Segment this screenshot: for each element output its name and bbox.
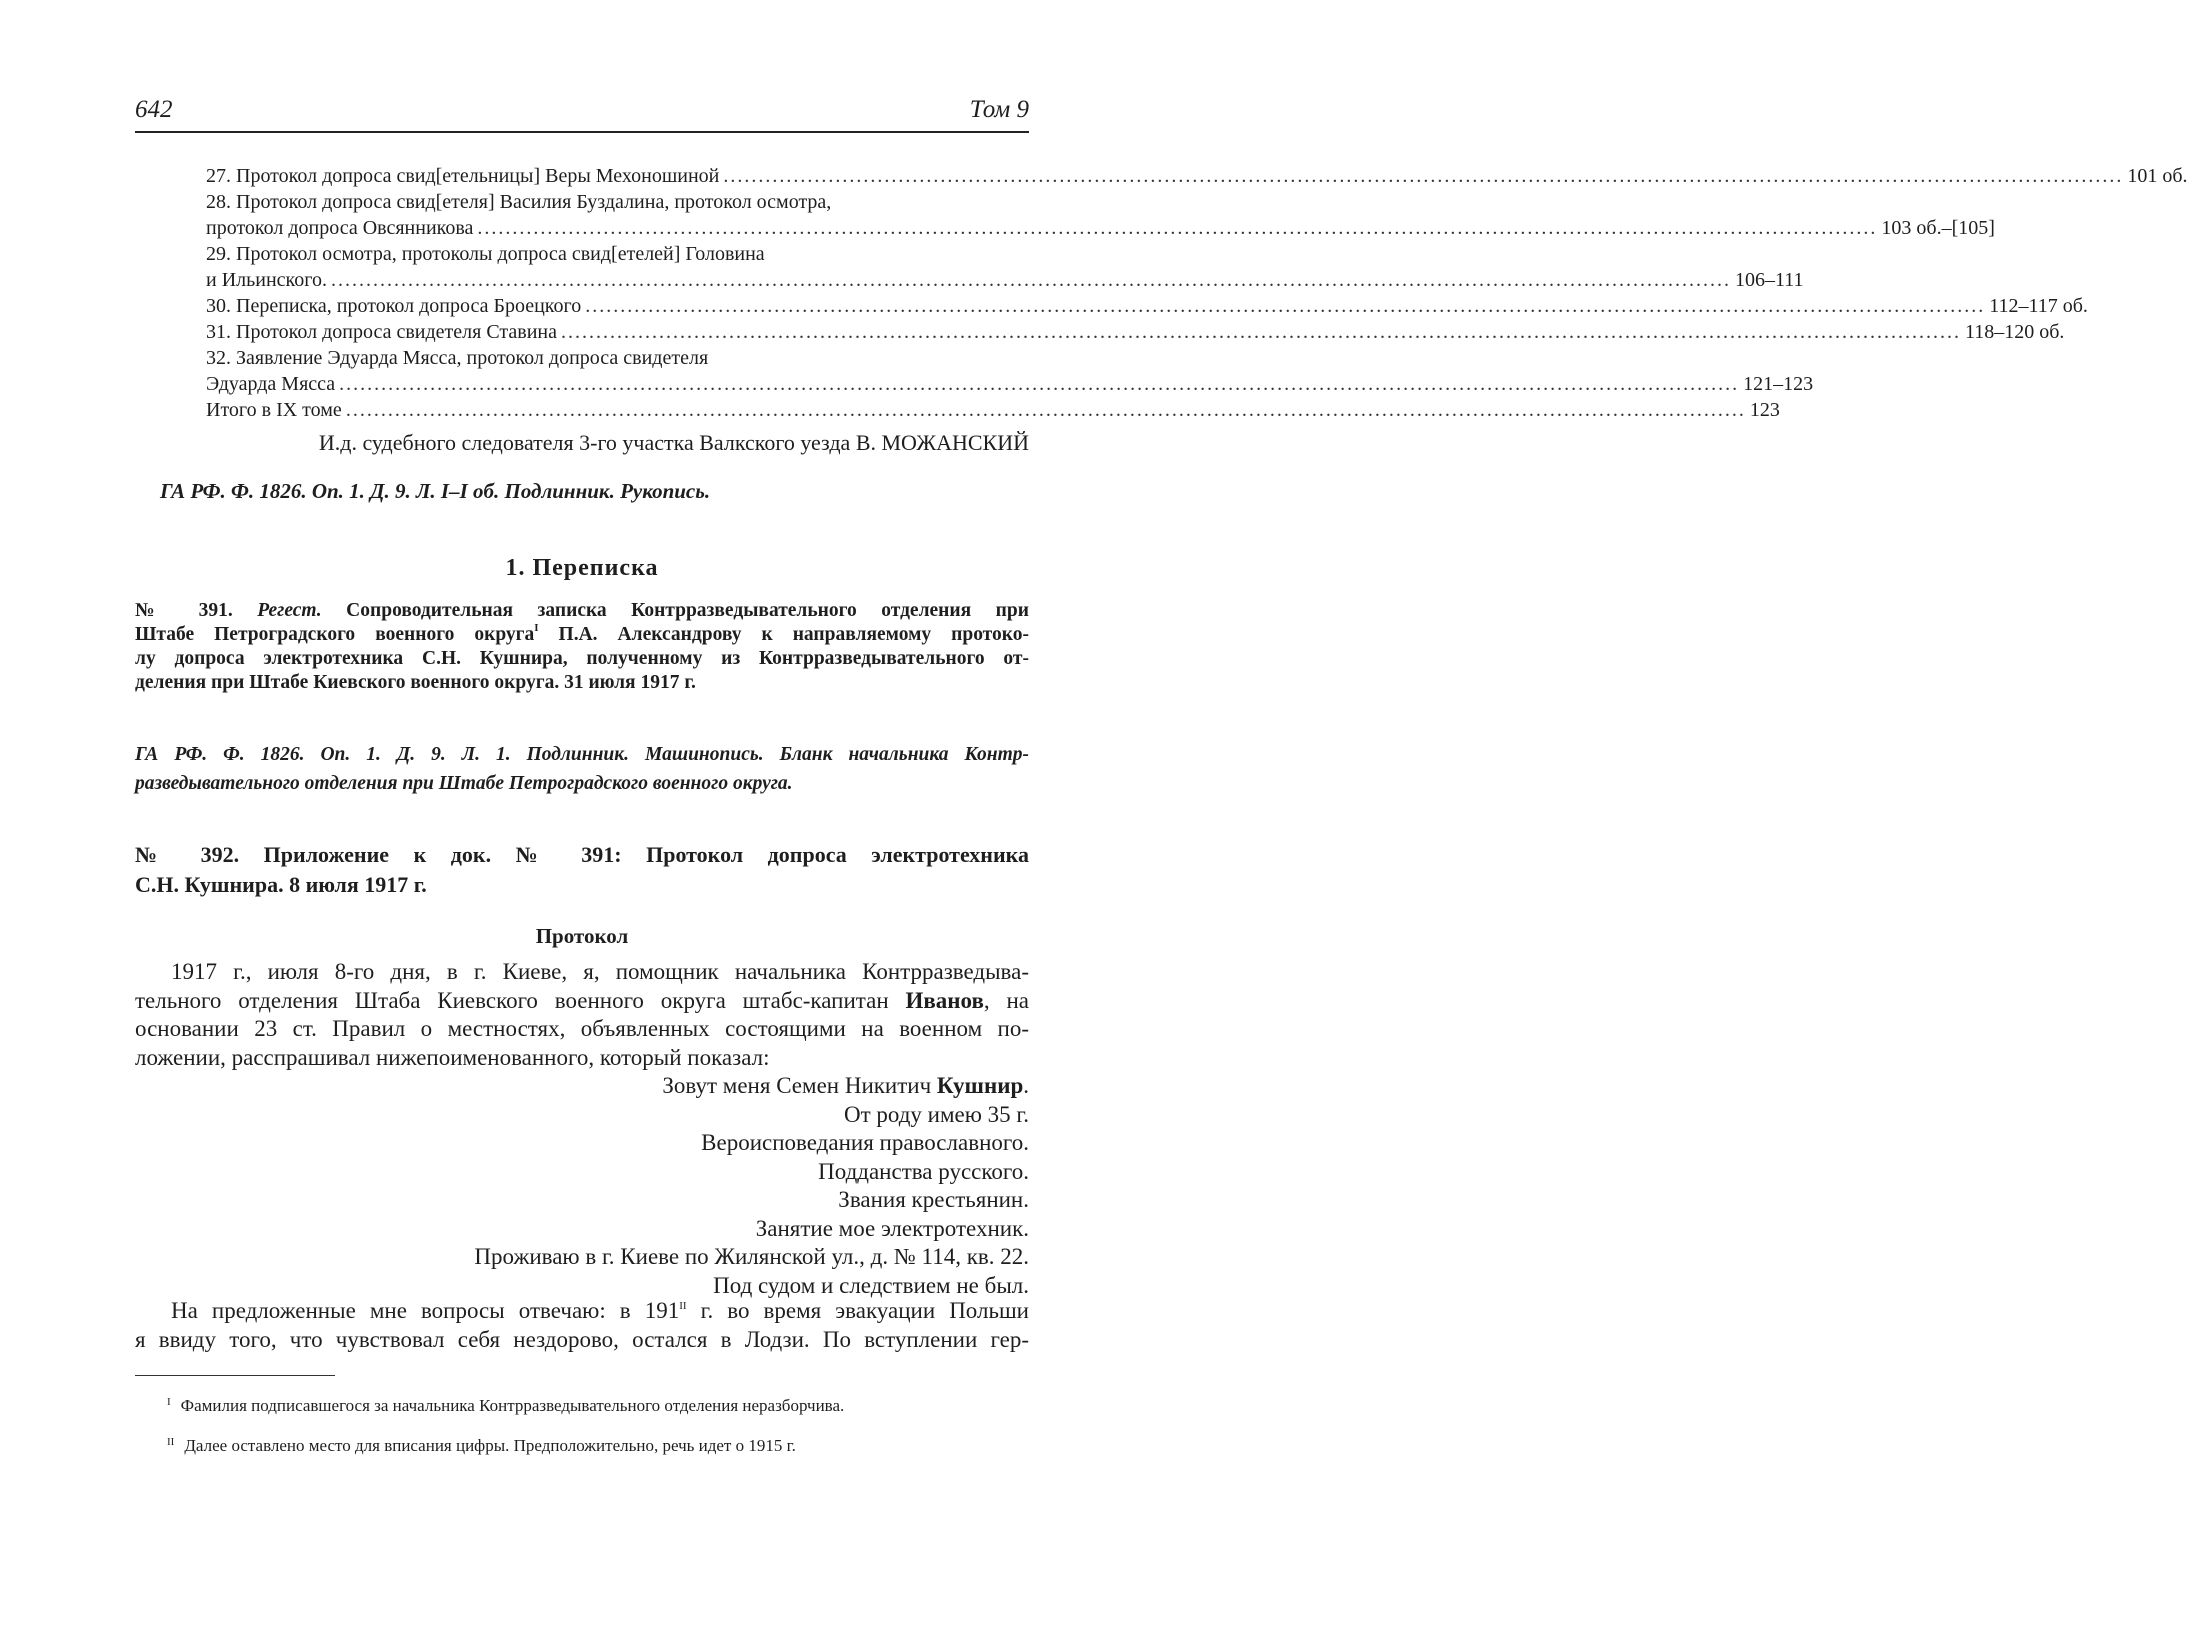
testimony-line: Зовут меня Семен Никитич Кушнир. — [662, 1073, 1029, 1098]
document-number: № 391. — [135, 600, 233, 621]
toc-entry: Эдуарда Мясса ........................................................................................................................................................................................................ 121–123 — [206, 373, 1814, 395]
toc-entry: протокол допроса Овсянникова ........................................................................................................................................................................................................ 103 об.–[105] — [206, 217, 1995, 239]
footnote-rule — [135, 1375, 335, 1376]
leader-dots: ........................................................................................................................................................................................................ — [345, 399, 1746, 421]
footnote-marker: I — [534, 622, 539, 634]
toc-entry: Итого в IX томе ........................................................................................................................................................................................................ 123 — [206, 399, 1780, 421]
officer-name: Иванов — [905, 987, 984, 1013]
toc-entry: и Ильинского. ........................................................................................................................................................................................................ 106–111 — [206, 269, 1804, 291]
testimony-line: Подданства русского. — [818, 1158, 1029, 1184]
toc-entry: 28. Протокол допроса свид[етеля] Василия Буздалина, протокол осмотра, — [206, 191, 832, 213]
footnote: $^I$ Фамилия подписавшегося за начальника Контрразведывательного отделения неразборчива. — [167, 1396, 845, 1415]
testimony-line: Под судом и следствием не был. — [713, 1272, 1029, 1298]
leader-dots: ........................................................................................................................................................................................................ — [561, 321, 1961, 343]
leader-dots: ........................................................................................................................................................................................................ — [723, 165, 2124, 187]
leader-dots: ........................................................................................................................................................................................................ — [339, 373, 1740, 395]
testimony-line: Звания крестьянин. — [838, 1187, 1029, 1212]
footnotes — [135, 1384, 1029, 1464]
leader-dots: ........................................................................................................................................................................................................ — [477, 217, 1878, 239]
toc-entry: 32. Заявление Эдуарда Мясса, протокол допроса свидетеля — [206, 347, 709, 369]
running-head — [135, 96, 1029, 126]
testimony-line: Занятие мое электротехник. — [755, 1215, 1029, 1241]
table-of-contents — [206, 163, 2188, 423]
footnote: $^{II}$ Далее оставлено место для вписания цифры. Предположительно, речь идет о 1915 г. — [167, 1436, 796, 1455]
toc-entry: 30. Переписка, протокол допроса Броецкого ........................................................................................................................................................................................................ 112–117 об. — [206, 295, 2088, 317]
toc-entry: 29. Протокол осмотра, протоколы допроса свид[етелей] Головина — [206, 243, 765, 265]
protocol-body: 1917 г., июля 8-го дня, в г. Киеве, я, помощник начальника Контрразведыва- тельного отделения Штаба Киевского военного округа штабс-капитан Иванов, на основании 23 ст. Правил о местностях, объявленных состоящими на военном по- ложении, расспрашивал нижепоименованного, который показал: Зовут меня Семен Никитич Кушнир. От роду имею 35 г. Вероисповедания православного. Подданства русского. Звания крестьянин. Занятие мое электротехник. Проживаю в г. Киеве по Жилянской ул., д. № 114, кв. 22. Под судом и следствием не был. — [135, 958, 1029, 1300]
archive-source: ГА РФ. Ф. 1826. Оп. 1. Д. 9. Л. 1. Подлинник. Машинопись. Бланк начальника Контр- разведывательного отделения при Штабе Петроградского военного округа. — [135, 744, 1029, 794]
leader-dots: ........................................................................................................................................................................................................ — [330, 269, 1731, 291]
page-number: 642 — [135, 96, 173, 123]
section-title: 1. Переписка — [505, 555, 659, 581]
footnote-marker: II — [679, 1300, 687, 1312]
protocol-body-continued: На предложенные мне вопросы отвечаю: в $191^{II}$ г. во время эвакуации Польши я ввиду того, что чувствовал себя нездорово, остался в Лодзи. По вступлении гер- — [135, 1298, 1029, 1352]
testimony-line: От роду имею 35 г. — [843, 1101, 1029, 1127]
testimony-line: Проживаю в г. Киеве по Жилянской ул., д. № 114, кв. 22. — [474, 1244, 1029, 1269]
header-rule — [135, 131, 1029, 133]
regest-label: Регест. — [257, 600, 322, 621]
leader-dots: ........................................................................................................................................................................................................ — [585, 295, 1986, 317]
toc-entry: 31. Протокол допроса свидетеля Ставина ........................................................................................................................................................................................................ 118–120 об. — [206, 321, 2065, 343]
document-391-heading: № 391. Регест. Сопроводительная записка Контрразведывательного отделения при Штабе Петроградского военного округа$^I$ П.А. Александрову к направляемому протоко- лу допроса электротехника С.Н. Кушнира, полученному из Контрразведывательного от- деления при Штабе Киевского военного округа. 31 июля 1917 г. — [135, 600, 1029, 693]
protocol-title: Протокол — [535, 924, 629, 948]
volume-label: Том 9 — [969, 96, 1029, 123]
witness-name: Кушнир — [936, 1073, 1024, 1098]
testimony-line: Вероисповедания православного. — [701, 1130, 1029, 1155]
document-392-heading: № 392. Приложение к док. № 391: Протокол допроса электротехника С.Н. Кушнира. 8 июля 1917 г. — [135, 842, 1029, 897]
toc-entry: 27. Протокол допроса свид[етельницы] Веры Мехоношиной ........................................................................................................................................................................................................ 101 об. — [206, 165, 2188, 187]
archive-source: ГА РФ. Ф. 1826. Оп. 1. Д. 9. Л. I–I об. Подлинник. Рукопись. — [160, 479, 711, 503]
investigator-signature: И.д. судебного следователя 3-го участка Валкского уезда В. МОЖАНСКИЙ — [318, 430, 1029, 455]
